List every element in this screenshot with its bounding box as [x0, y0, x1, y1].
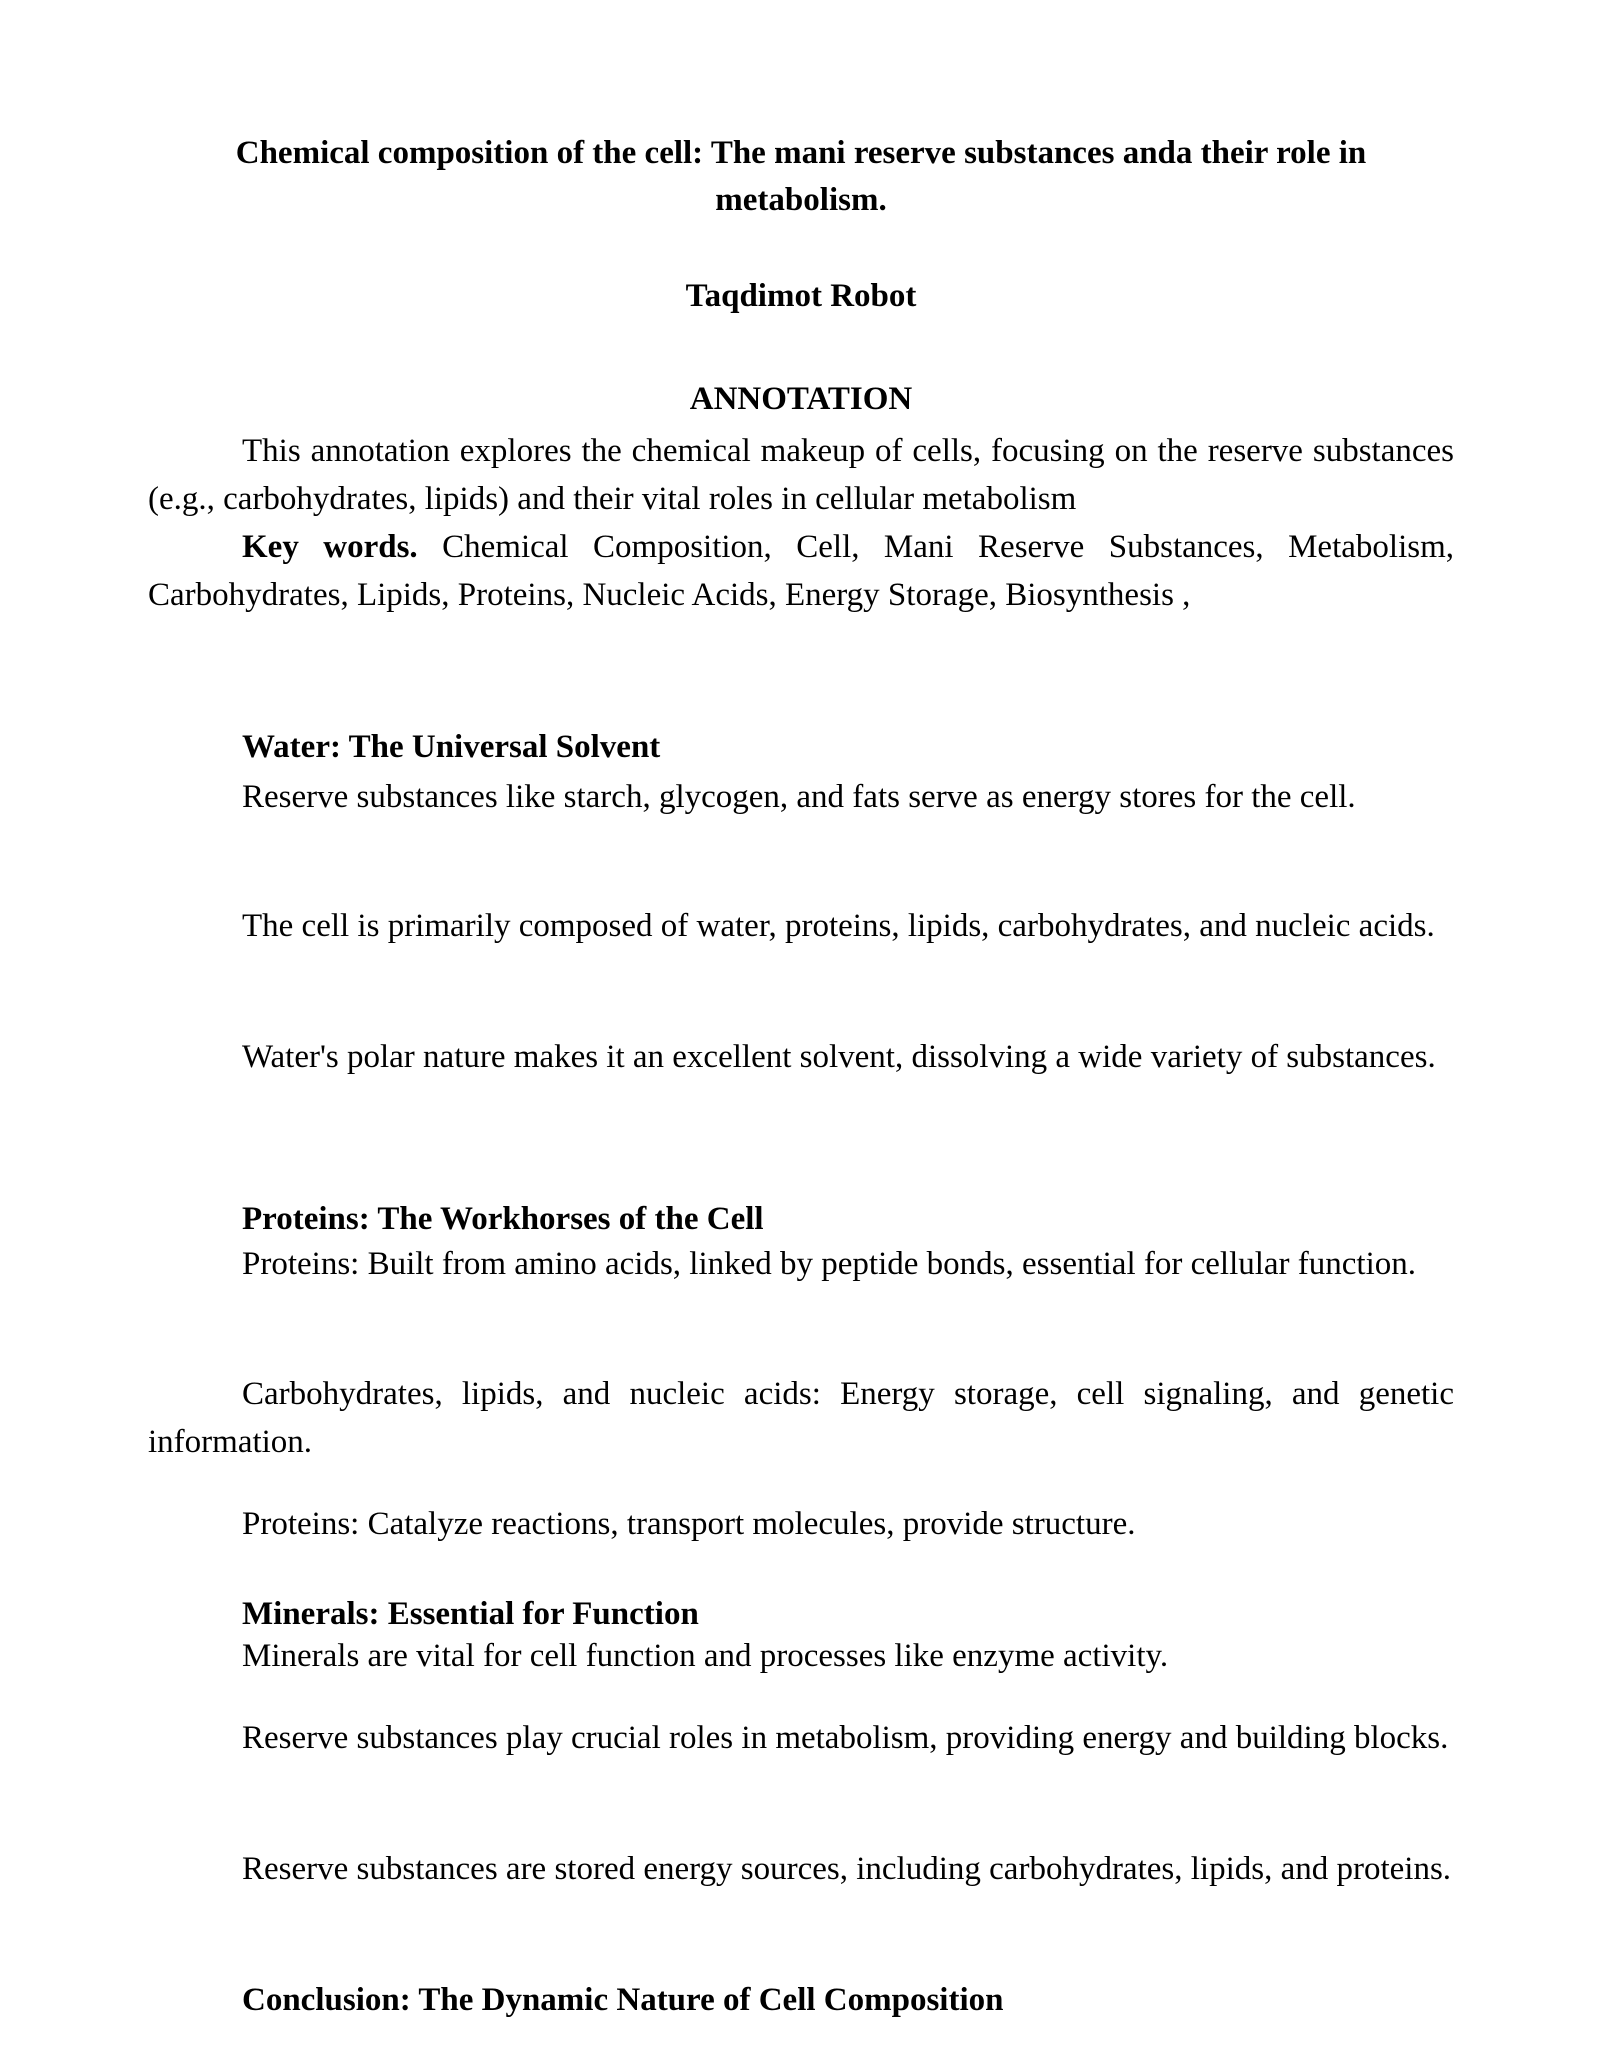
proteins-paragraph-2: Carbohydrates, lipids, and nucleic acids: Energy storage, cell signaling, and genetic information. — [148, 1376, 1454, 1460]
minerals-paragraph-3: Reserve substances are stored energy sources, including carbohydrates, lipids, and proteins. — [242, 1851, 1452, 1887]
water-paragraph-1: Reserve substances like starch, glycogen, and fats serve as energy stores for the cell. — [242, 779, 1356, 815]
annotation-text: This annotation explores the chemical makeup of cells, focusing on the reserve substances (e.g., carbohydrates, lipids) and their vital roles in cellular metabolism — [148, 433, 1454, 517]
section-heading-conclusion: Conclusion: The Dynamic Nature of Cell Composition — [242, 1982, 1004, 2018]
proteins-paragraph-1: Proteins: Built from amino acids, linked by peptide bonds, essential for cellular function. — [242, 1246, 1417, 1282]
proteins-paragraph-3: Proteins: Catalyze reactions, transport molecules, provide structure. — [242, 1506, 1136, 1542]
document-title: Chemical composition of the cell: The mani reserve substances anda their role in metabolism. — [235, 135, 1367, 218]
keywords-text: Chemical Composition, Cell, Mani Reserve Substances, Metabolism, Carbohydrates, Lipids, Proteins, Nucleic Acids, Energy Storage, Biosynthesis , — [148, 529, 1454, 613]
section-heading-water: Water: The Universal Solvent — [242, 729, 661, 765]
water-paragraph-3: Water's polar nature makes it an excellent solvent, dissolving a wide variety of substances. — [242, 1039, 1436, 1075]
keywords-paragraph — [148, 523, 1454, 619]
annotation-heading: ANNOTATION — [689, 381, 913, 417]
minerals-paragraph-1: Minerals are vital for cell function and processes like enzyme activity. — [242, 1638, 1169, 1674]
keywords-label: Key words. — [242, 529, 418, 565]
minerals-paragraph-2: Reserve substances play crucial roles in metabolism, providing energy and building blocks. — [242, 1720, 1449, 1756]
section-heading-proteins: Proteins: The Workhorses of the Cell — [242, 1201, 764, 1237]
author-name: Taqdimot Robot — [685, 278, 917, 314]
water-paragraph-2: The cell is primarily composed of water, proteins, lipids, carbohydrates, and nucleic acids. — [242, 908, 1435, 944]
section-heading-minerals: Minerals: Essential for Function — [242, 1596, 699, 1632]
